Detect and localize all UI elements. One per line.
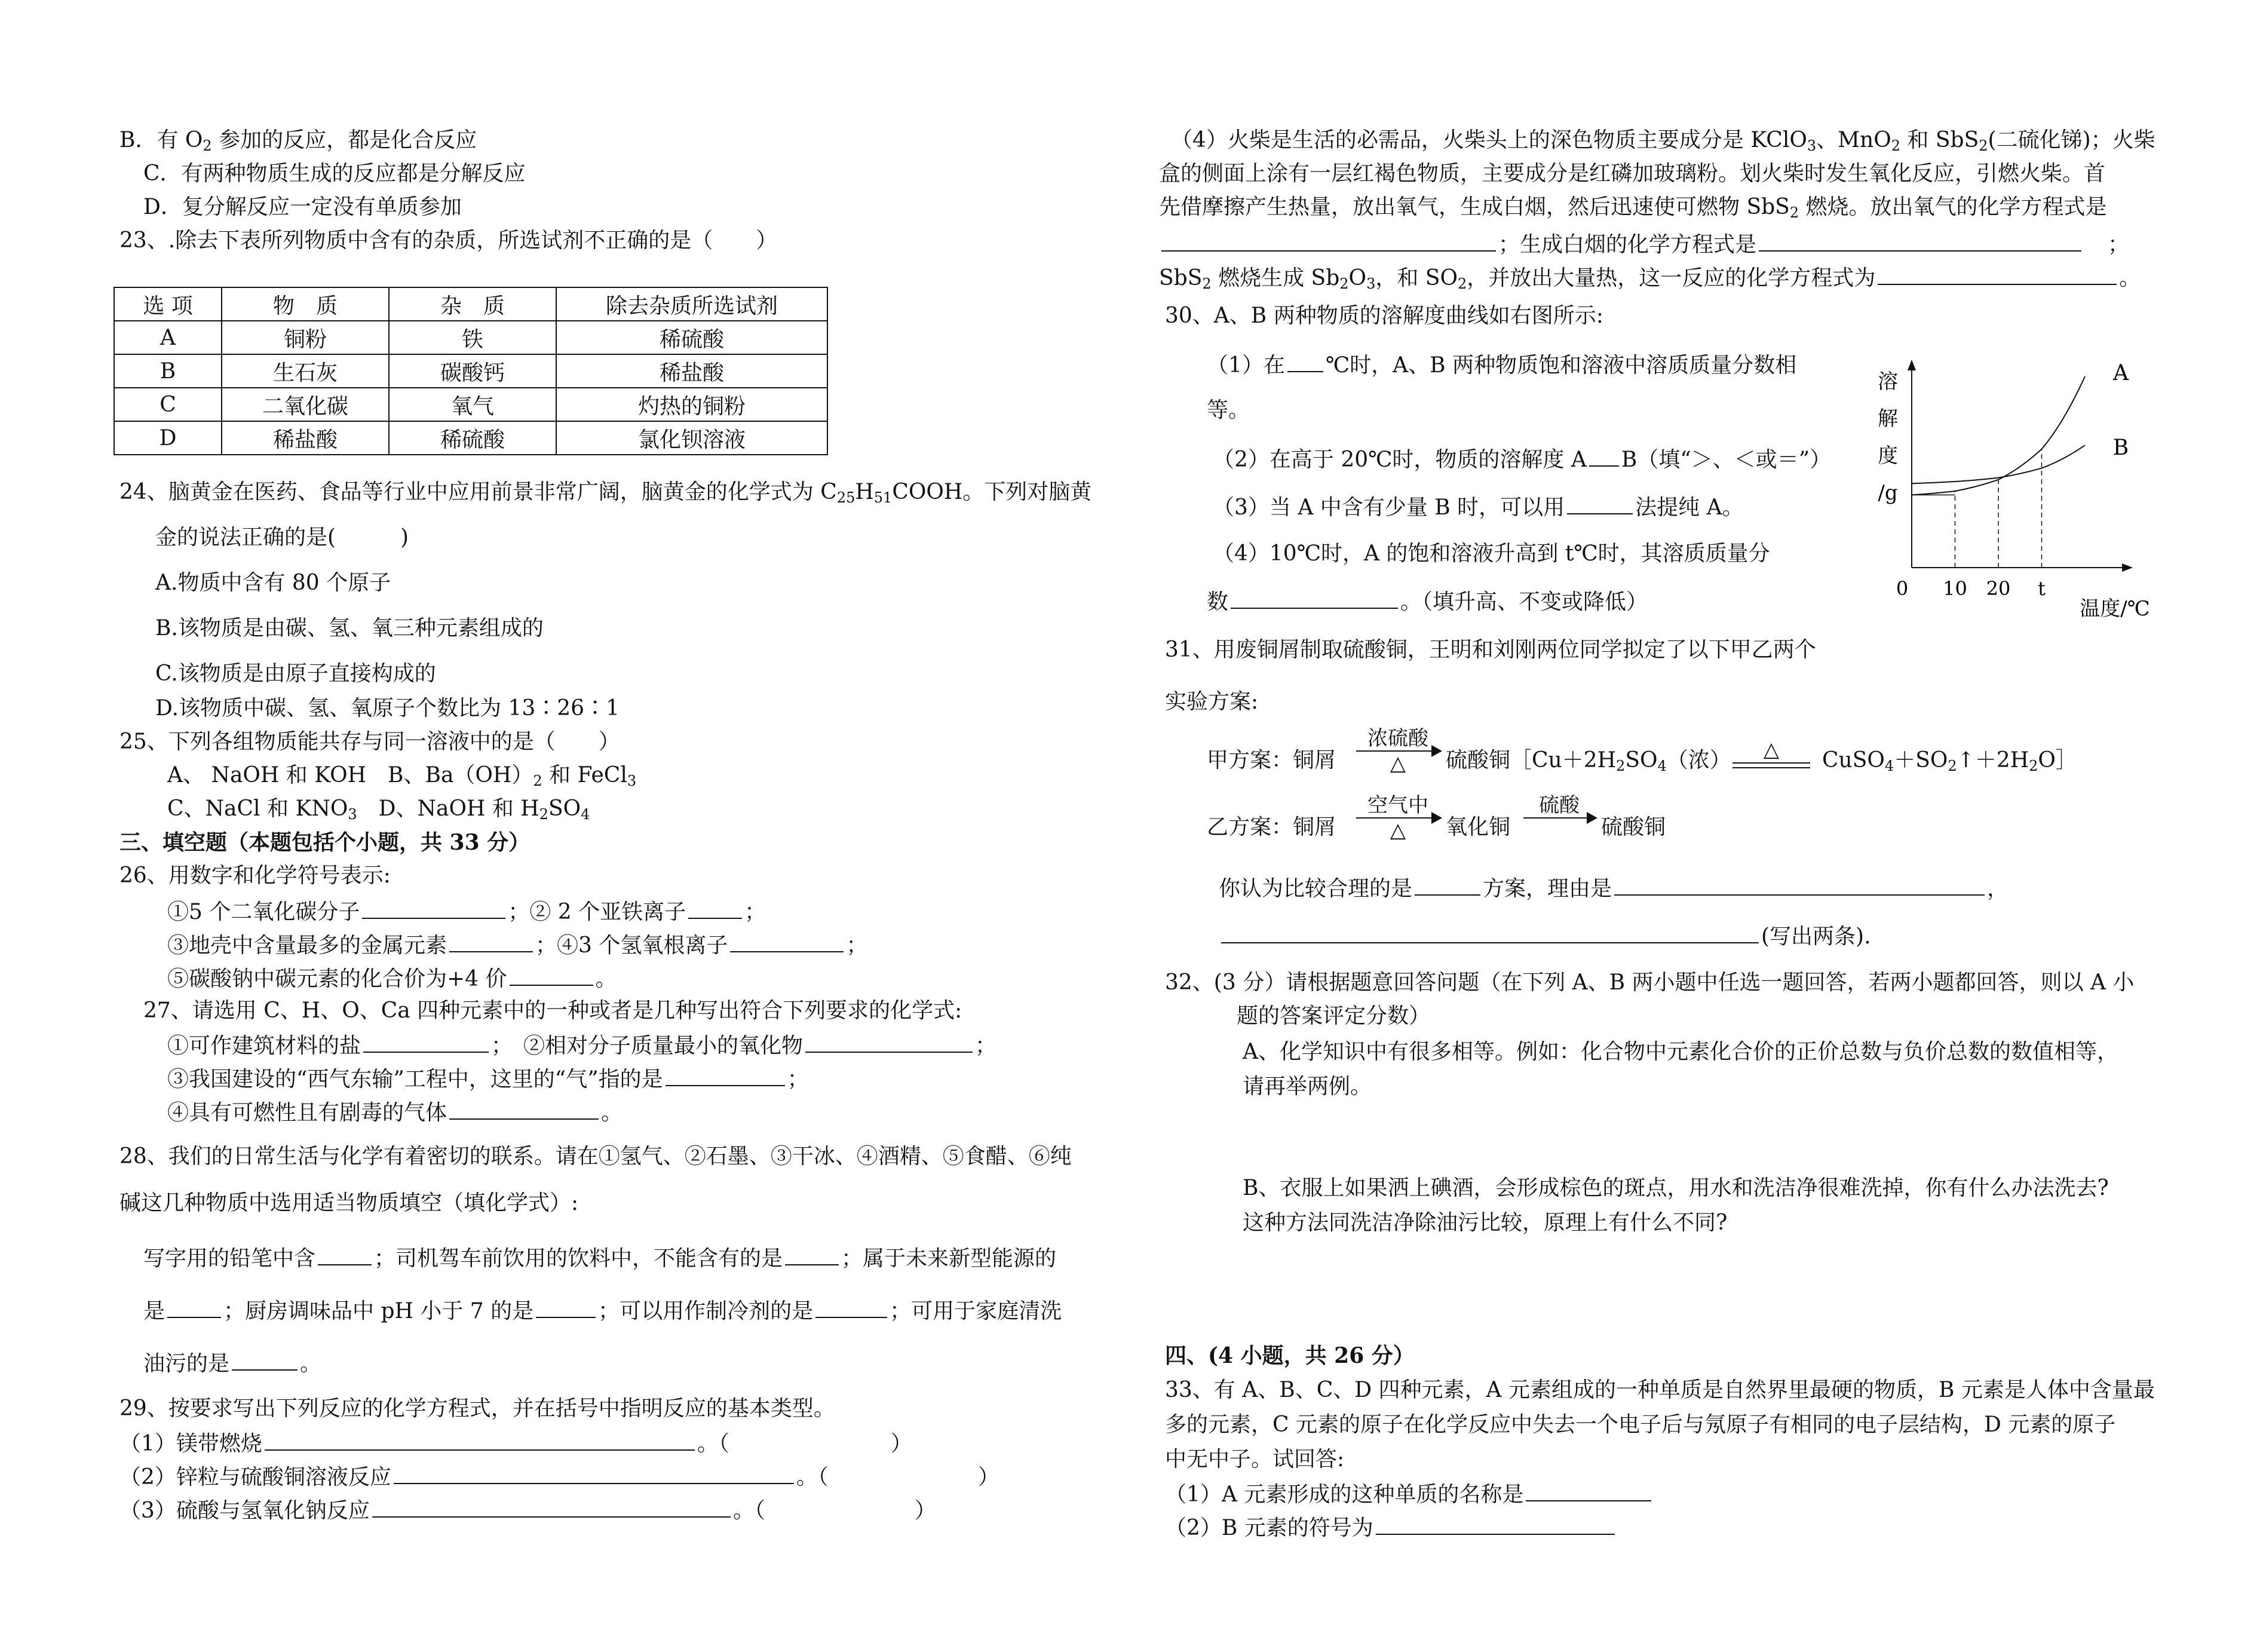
q29-line-2: （2）锌粒与硫酸铜溶液反应 。（ ） [119, 1463, 999, 1491]
table-header-row [114, 287, 827, 321]
q25-options-ab: A、 NaOH 和 KOH B、$Ba(OH)_2$ 和 FeCl$_3$ [167, 763, 637, 789]
answer-blank[interactable] [1614, 874, 1985, 896]
answer-blank[interactable] [449, 931, 533, 952]
table-cell: D [114, 421, 222, 455]
answer-blank[interactable] [449, 1098, 599, 1120]
q22-option-c: C．有两种物质生成的反应都是分解反应 [143, 161, 526, 186]
answer-blank[interactable] [394, 1463, 794, 1484]
x-tick-label: 10 [1943, 577, 1967, 600]
q30-line-3: （3）当 A 中含有少量 B 时，可以用 法提纯 A。 [1213, 493, 1744, 521]
table-cell: 稀盐酸 [556, 354, 827, 388]
table-row [114, 388, 827, 421]
q23-question: 23、.除去下表所列物质中含有的杂质，所选试剂不正确的是（ ） [119, 228, 778, 253]
solubility-chart [1876, 358, 2210, 621]
answer-blank[interactable] [362, 897, 505, 919]
q26-question: 26、用数字和化学符号表示: [119, 863, 391, 888]
arrow-condition: 硫酸 [1539, 793, 1580, 817]
y-axis-label: /g [1878, 481, 1898, 505]
series-label: A [2113, 361, 2129, 385]
q28-question: 28、我们的日常生活与化学有着密切的联系。请在①氢气、②石墨、③干冰、④酒精、⑤食醋、⑥纯 [119, 1144, 1072, 1169]
q29-4-line-2: 盒的侧面上涂有一层红褐色物质，主要成分是红磷加玻璃粉。划火柴时发生氧化反应，引燃火柴。首 [1159, 161, 2106, 186]
impurity-table [114, 287, 828, 455]
answer-blank[interactable] [265, 1429, 695, 1451]
y-axis-label: 解 [1878, 407, 1898, 431]
x-axis-arrowhead [2122, 563, 2133, 572]
answer-blank[interactable] [372, 1496, 731, 1518]
q26-line-1: ①5 个二氧化碳分子 ；② 2 个亚铁离子 ； [167, 897, 766, 925]
table-cell: 二氧化碳 [222, 388, 389, 421]
heat-symbol: △ [1390, 819, 1406, 842]
q27-line-2: ③我国建设的“西气东输”工程中，这里的“气”指的是 ； [167, 1065, 809, 1093]
table-cell: 氯化钡溶液 [556, 421, 827, 455]
table-row [114, 421, 827, 455]
q30-line-1-cont: 等。 [1207, 398, 1250, 422]
plan-jia-products: $CuSO_4+SO_2↑+2H_2O]$ [1822, 748, 2077, 774]
q24-option-a: A.物质中含有 80 个原子 [155, 571, 391, 595]
table-header: 物 质 [222, 287, 389, 321]
table-cell: 铜粉 [222, 321, 389, 354]
plan-yi-label: 乙方案：铜屑 [1207, 815, 1336, 839]
q24-option-d: D.该物质中碳、氢、氧原子个数比为 13∶26∶1 [155, 696, 620, 721]
q32-part-a-cont: 请再举两例。 [1243, 1074, 1372, 1099]
x-tick-label: 20 [1986, 577, 2011, 600]
q26-line-2: ③地壳中含量最多的金属元素 ；④3 个氢氧根离子 ； [167, 931, 867, 959]
q29-4-line-4: ；生成白烟的化学方程式是 ； [1159, 230, 2129, 258]
q27-line-1: ①可作建筑材料的盐 ； ②相对分子质量最小的氧化物 ； [167, 1031, 996, 1059]
answer-blank[interactable] [1526, 1480, 1651, 1501]
y-axis-label: 溶 [1878, 370, 1898, 394]
table-row [114, 321, 827, 354]
answer-blank[interactable] [1878, 263, 2117, 285]
answer-blank[interactable] [1376, 1513, 1615, 1535]
heat-symbol: △ [1390, 752, 1406, 776]
answer-blank[interactable] [688, 897, 742, 919]
table-cell: 生石灰 [222, 354, 389, 388]
q31-question: 31、用废铜屑制取硫酸铜，王明和刘刚两位同学拟定了以下甲乙两个 [1165, 637, 1816, 662]
plan-jia-label: 甲方案：铜屑 [1207, 748, 1336, 773]
q30-line-4-cont: 数 。（填升高、不变或降低） [1207, 587, 1648, 615]
table-cell: 稀硫酸 [389, 421, 556, 455]
q33-question-cont-1: 多的元素，C 元素的原子在化学反应中失去一个电子后与氖原子有相同的电子层结构，D 元素的原子 [1165, 1412, 2116, 1437]
table-cell: 稀硫酸 [556, 321, 827, 354]
q30-line-2: （2）在高于 20℃时，物质的溶解度 A B（填“＞、＜或＝”） [1213, 445, 1831, 473]
table-cell: 铁 [389, 321, 556, 354]
q29-4-line-1: （4）火柴是生活的必需品，火柴头上的深色物质主要成分是 KClO$_3$、MnO$_2$ 和 SbS$_2$(二硫化锑)；火柴 [1171, 128, 2155, 154]
q25-question: 25、下列各组物质能共存与同一溶液中的是（ ） [119, 730, 620, 754]
table-cell: B [114, 354, 222, 388]
answer-blank[interactable] [536, 1297, 596, 1318]
q26-line-3: ⑤碳酸钠中碳元素的化合价为+4 价 。 [167, 964, 617, 992]
q24-option-b: B.该物质是由碳、氢、氧三种元素组成的 [155, 616, 544, 640]
answer-blank[interactable] [510, 964, 593, 986]
answer-blank[interactable] [167, 1297, 221, 1318]
answer-blank[interactable] [318, 1244, 372, 1265]
y-axis-label: 度 [1878, 444, 1898, 468]
table-header: 杂 质 [389, 287, 556, 321]
answer-blank[interactable] [1287, 351, 1323, 372]
q30-question: 30、A、B 两种物质的溶解度曲线如右图所示: [1165, 304, 1603, 328]
table-cell: 碳酸钙 [389, 354, 556, 388]
q27-line-3: ④具有可燃性且有剧毒的气体 。 [167, 1098, 623, 1126]
q30-line-1: （1）在 ℃时，A、B 两种物质饱和溶液中溶质质量分数相 [1207, 351, 1796, 379]
series-b-curve [1912, 445, 2085, 483]
q24-question-cont: 金的说法正确的是( ) [155, 525, 409, 550]
table-header: 除去杂质所选试剂 [556, 287, 827, 321]
arrow-condition: 浓硫酸 [1367, 727, 1428, 750]
q28-question-cont: 碱这几种物质中选用适当物质填空（填化学式）: [119, 1191, 579, 1215]
y-axis-arrowhead [1908, 360, 1916, 370]
q31-answer-line-2: (写出两条). [1219, 922, 1871, 950]
answer-blank[interactable] [1415, 874, 1480, 896]
answer-blank[interactable] [1221, 922, 1759, 943]
q29-line-1: （1）镁带燃烧 。（ ） [119, 1429, 912, 1457]
sulfuric-arrow [1523, 793, 1595, 819]
section-4-heading: 四、(4 小题，共 26 分） [1165, 1343, 1415, 1368]
table-header: 选 项 [114, 287, 222, 321]
q31-question-cont: 实验方案: [1165, 689, 1259, 714]
q32-part-b-cont: 这种方法同洗洁净除油污比较，原理上有什么不同? [1243, 1210, 1728, 1235]
q28-line-1: 写字用的铅笔中含 ；司机驾车前饮用的饮料中，不能含有的是 ；属于未来新型能源的 [143, 1244, 1056, 1272]
q33-question-cont-2: 中无中子。试回答: [1165, 1447, 1345, 1472]
q24-question: 24、脑黄金在医药、食品等行业中应用前景非常广阔，脑黄金的化学式为 $C_{25}H_{51}COOH$。下列对脑黄 [119, 480, 1092, 506]
equals-heat-sign [1732, 740, 1810, 768]
q28-line-3: 油污的是 。 [143, 1349, 321, 1377]
answer-blank[interactable] [805, 1031, 973, 1053]
q31-answer-line-1: 你认为比较合理的是 方案，理由是 ， [1219, 874, 2009, 902]
section-3-heading: 三、填空题（本题包括个小题，共 33 分） [119, 830, 531, 855]
q32-part-b: B、衣服上如果洒上碘酒，会形成棕色的斑点，用水和洗洁净很难洗掉，你有什么办法洗去? [1243, 1176, 2109, 1200]
q32-question-cont: 题的答案评定分数） [1237, 1004, 1431, 1028]
table-cell: A [114, 321, 222, 354]
answer-blank[interactable] [1589, 445, 1619, 467]
x-tick-label: t [2038, 577, 2046, 600]
heat-symbol: △ [1763, 738, 1780, 762]
air-heat-arrow [1356, 793, 1440, 842]
q24-option-c: C.该物质是由原子直接构成的 [155, 661, 436, 686]
q33-question: 33、有 A、B、C、D 四种元素，A 元素组成的一种单质是自然界里最硬的物质，B 元素是人体中含量最 [1165, 1378, 2155, 1402]
x-axis-label: 温度/℃ [2080, 597, 2150, 621]
plan-yi-intermediate: 氧化铜 [1446, 815, 1511, 839]
series-label: B [2112, 436, 2129, 461]
answer-blank[interactable] [1231, 587, 1398, 609]
answer-blank[interactable] [1759, 230, 2081, 252]
table-cell: C [114, 388, 222, 421]
q28-line-2: 是 ；厨房调味品中 pH 小于 7 的是 ；可以用作制冷剂的是 ；可用于家庭清洗 [143, 1297, 1062, 1325]
table-row [114, 354, 827, 388]
table-cell: 灼热的铜粉 [556, 388, 827, 421]
table-cell: 稀盐酸 [222, 421, 389, 455]
arrow-condition: 空气中 [1367, 793, 1428, 817]
q29-line-3: （3）硫酸与氢氧化钠反应 。（ ） [119, 1496, 936, 1524]
q22-option-d: D．复分解反应一定没有单质参加 [143, 195, 462, 219]
q29-4-line-3: 先借摩擦产生热量，放出氧气，生成白烟，然后迅速使可燃物 SbS$_2$ 燃烧。放出氧气的化学方程式是 [1159, 195, 2107, 221]
q30-line-4: （4）10℃时，A 的饱和溶液升高到 t℃时，其溶质质量分 [1213, 541, 1770, 566]
answer-blank[interactable] [1567, 493, 1633, 514]
answer-blank[interactable] [785, 1244, 839, 1265]
q25-options-cd: C、NaCl 和 $KNO_3$ D、NaOH 和 $H_2SO_4$ [167, 796, 590, 823]
plan-jia-equation: 硫酸铜$[Cu+2H_2SO_4$（浓） [1446, 748, 1731, 774]
q22-option-b: B．有 $O_2$ 参加的反应，都是化合反应 [119, 128, 477, 154]
answer-blank[interactable] [232, 1349, 298, 1371]
q33-line-1: （1）A 元素形成的这种单质的名称是 [1165, 1480, 1654, 1508]
q32-part-a: A、化学知识中有很多相等。例如：化合物中元素化合价的正价总数与负价总数的数值相等， [1243, 1040, 2118, 1064]
q29-4-line-5: SbS$_2$ 燃烧生成 $Sb_2O_3$，和 $SO_2$，并放出大量热，这一反应的化学方程式为 。 [1159, 263, 2141, 292]
answer-blank[interactable] [666, 1065, 785, 1086]
table-cell: 氧气 [389, 388, 556, 421]
q33-line-2: （2）B 元素的符号为 [1165, 1513, 1617, 1541]
answer-blank[interactable] [815, 1297, 887, 1318]
answer-blank[interactable] [1161, 230, 1496, 252]
q27-question: 27、请选用 C、H、O、Ca 四种元素中的一种或者是几种写出符合下列要求的化学式: [143, 998, 962, 1023]
answer-blank[interactable] [363, 1031, 489, 1053]
x-tick-label: 0 [1896, 577, 1909, 600]
conc-sulfuric-arrow [1356, 727, 1440, 776]
q29-question: 29、按要求写出下列反应的化学方程式，并在括号中指明反应的基本类型。 [119, 1396, 835, 1421]
plan-yi-product: 硫酸铜 [1601, 815, 1666, 839]
q32-question: 32、(3 分）请根据题意回答问题（在下列 A、B 两小题中任选一题回答，若两小题都回答，则以 A 小 [1165, 970, 2135, 995]
answer-blank[interactable] [730, 931, 844, 952]
